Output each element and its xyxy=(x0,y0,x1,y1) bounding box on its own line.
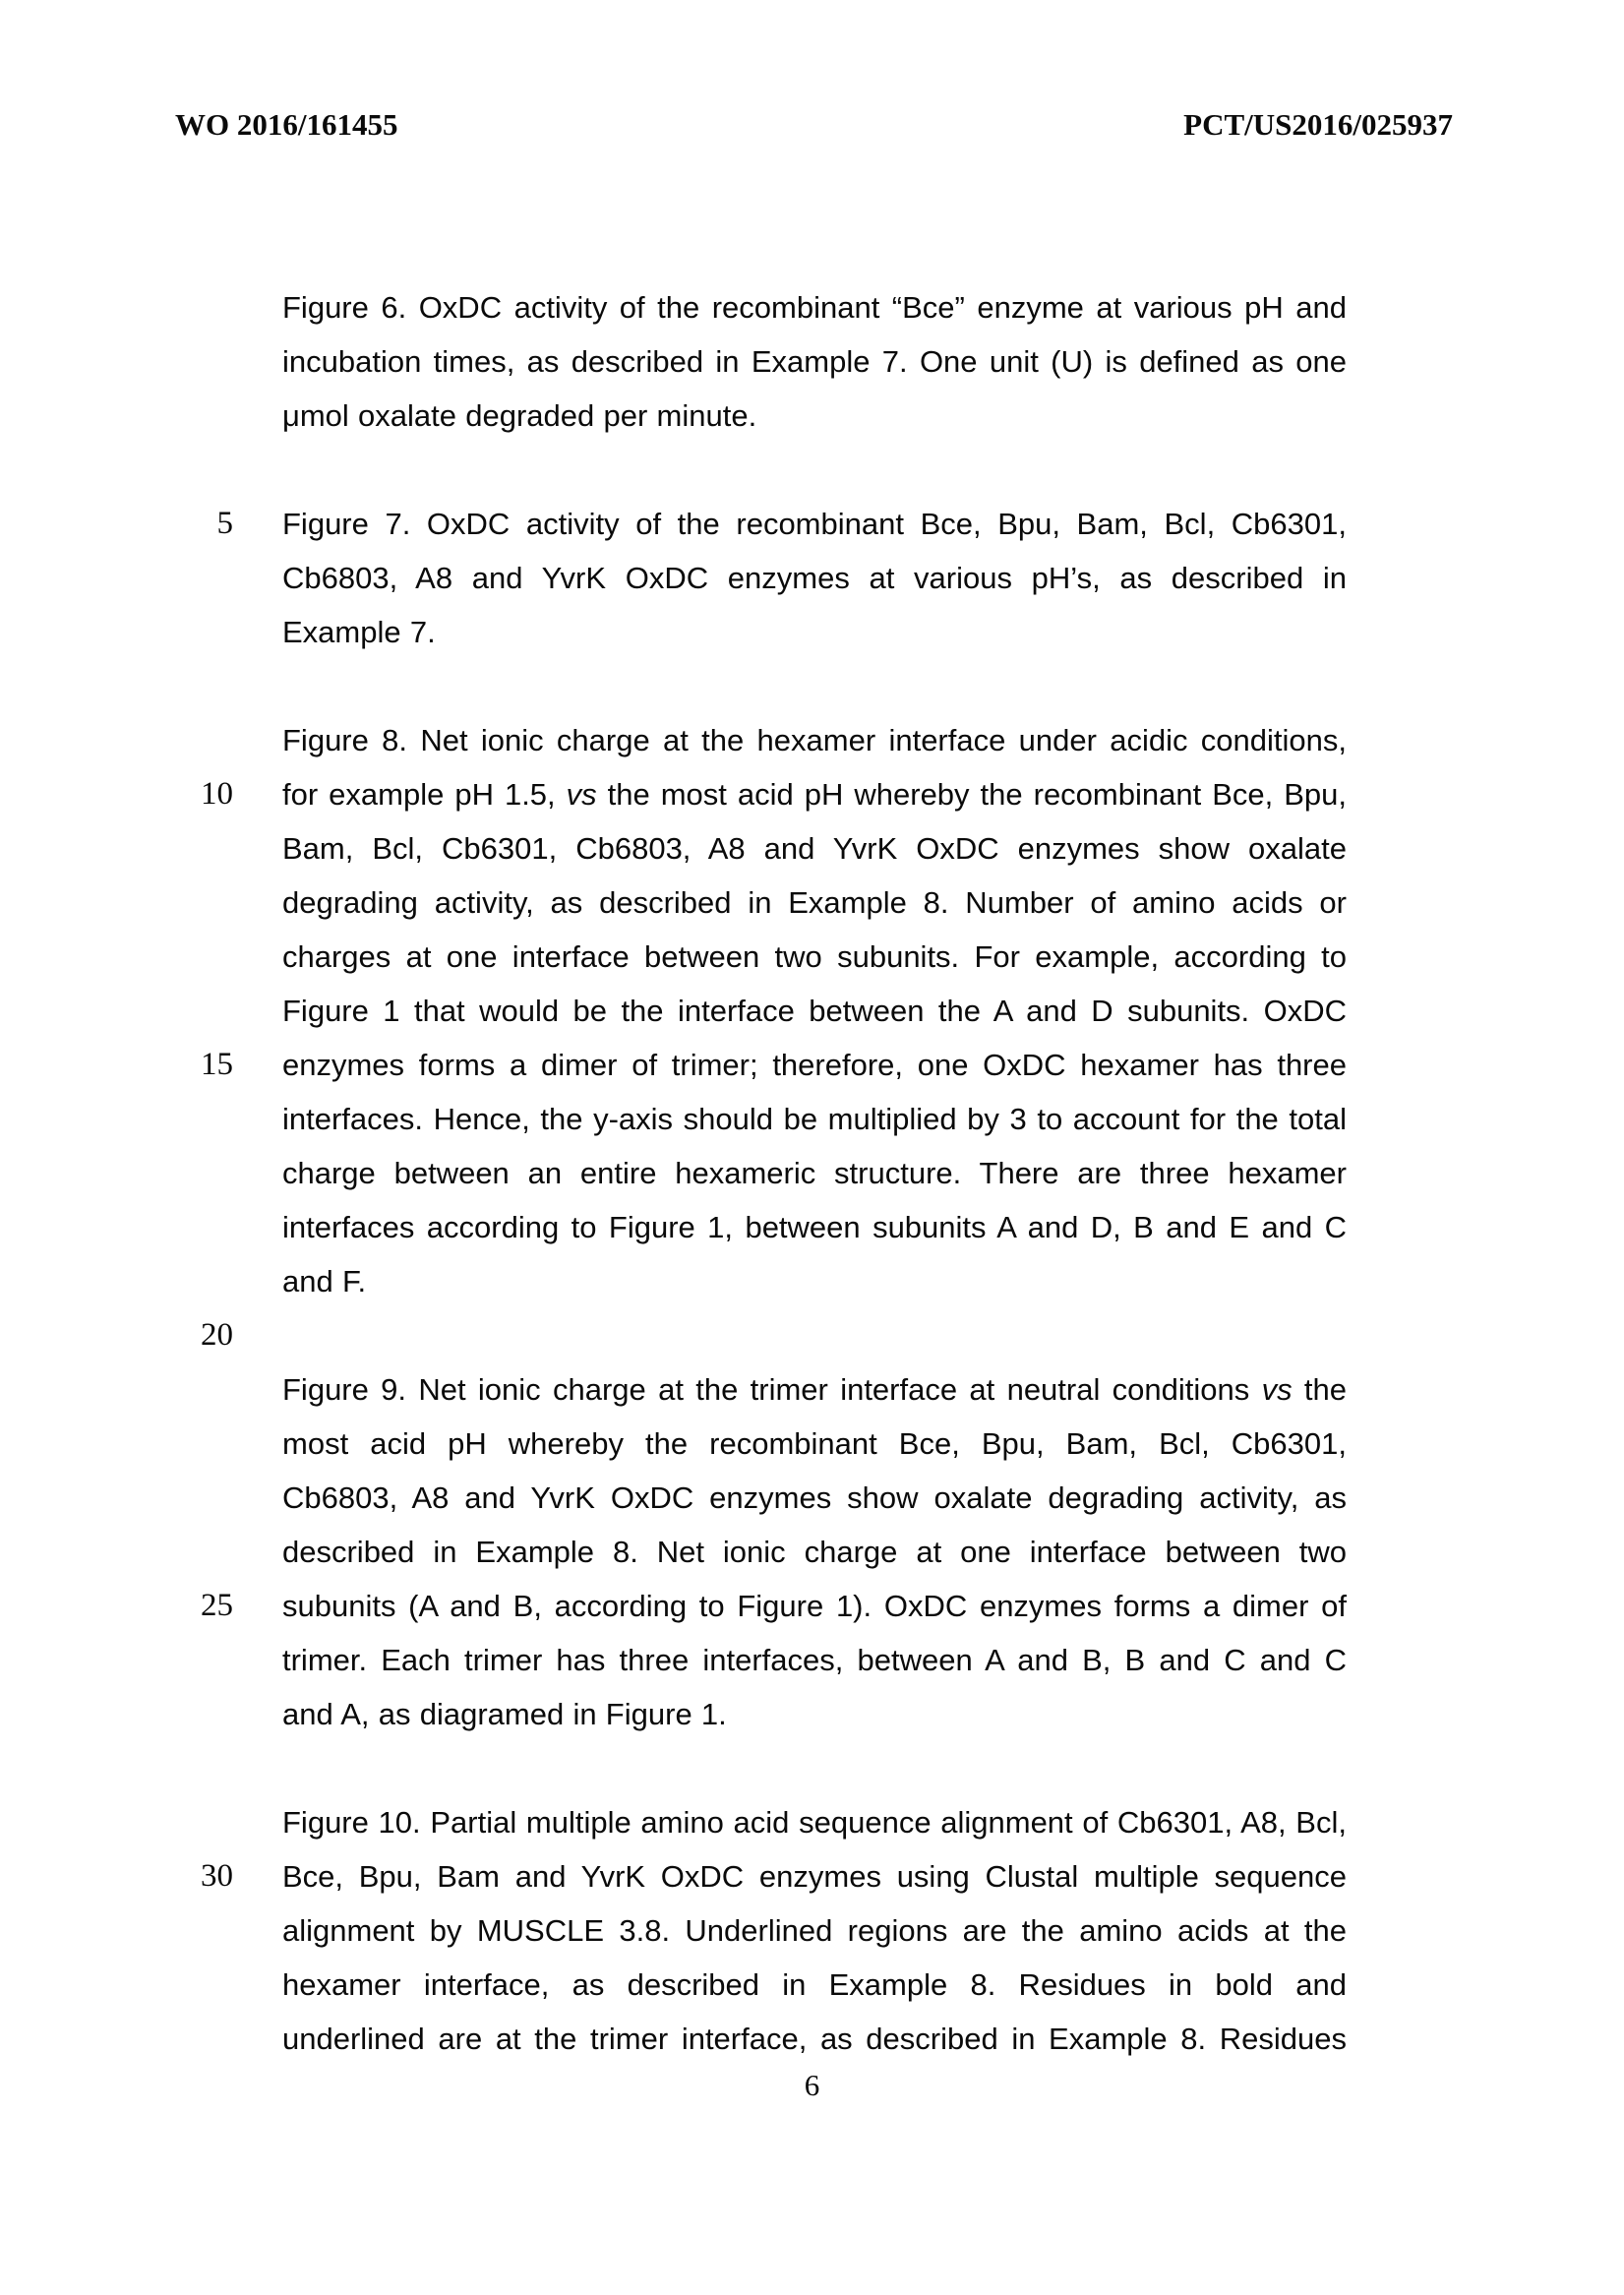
page-footer xyxy=(0,2066,1624,2105)
plain-text: most acid pH whereby the recombinant Bce, Bpu, Bam, Bcl, Cb6301, xyxy=(282,1426,1347,1461)
body-line xyxy=(0,1525,1624,1579)
body-line xyxy=(0,1958,1624,2012)
plain-text: Figure 8. Net ionic charge at the hexamer interface under acidic conditions, xyxy=(282,723,1347,757)
line-text xyxy=(282,1579,1347,1633)
plain-text: and F. xyxy=(282,1264,367,1298)
body-line xyxy=(0,713,1624,767)
body-line xyxy=(0,334,1624,389)
line-text xyxy=(282,1687,1347,1741)
italic-text: vs xyxy=(1261,1372,1293,1407)
plain-text: incubation times, as described in Example 7. One unit (U) is defined as one xyxy=(282,344,1347,379)
plain-text: degrading activity, as described in Example 8. Number of amino acids or xyxy=(282,885,1347,920)
body-line xyxy=(0,930,1624,984)
line-number: 15 xyxy=(201,1047,233,1082)
plain-text: the most acid pH whereby the recombinant Bce, Bpu, xyxy=(596,777,1347,812)
blank-line xyxy=(0,659,1624,713)
line-number: 25 xyxy=(201,1588,233,1623)
line-text xyxy=(282,1795,1347,1849)
line-text xyxy=(282,497,1347,551)
plain-text: enzymes forms a dimer of trimer; therefore, one OxDC hexamer has three xyxy=(282,1048,1347,1082)
body-line xyxy=(0,1362,1624,1417)
plain-text: Figure 7. OxDC activity of the recombinant Bce, Bpu, Bam, Bcl, Cb6301, xyxy=(282,507,1347,541)
line-text xyxy=(282,713,1347,767)
body-line xyxy=(0,1633,1624,1687)
plain-text: Example 7. xyxy=(282,615,436,649)
body-line xyxy=(0,1092,1624,1146)
publication-number: WO 2016/161455 xyxy=(175,107,398,142)
page-header xyxy=(0,107,1624,151)
line-text xyxy=(282,1903,1347,1958)
line-text xyxy=(282,767,1347,821)
body-line xyxy=(0,551,1624,605)
line-text xyxy=(282,1849,1347,1903)
plain-text: μmol oxalate degraded per minute. xyxy=(282,398,757,433)
plain-text: Figure 9. Net ionic charge at the trimer interface at neutral conditions xyxy=(282,1372,1262,1407)
line-text xyxy=(282,1525,1347,1579)
line-text xyxy=(282,930,1347,984)
plain-text: Figure 1 that would be the interface between the A and D subunits. OxDC xyxy=(282,994,1347,1028)
plain-text: interfaces according to Figure 1, between subunits A and D, B and E and C xyxy=(282,1210,1347,1244)
plain-text: Figure 6. OxDC activity of the recombinant “Bce” enzyme at various pH and xyxy=(282,290,1347,325)
body-line xyxy=(0,1471,1624,1525)
line-number: 20 xyxy=(201,1317,233,1353)
body-line xyxy=(0,1687,1624,1741)
page-number: 6 xyxy=(804,2068,820,2102)
plain-text: hexamer interface, as described in Example 8. Residues in bold and xyxy=(282,1967,1347,2002)
plain-text: described in Example 8. Net ionic charge at one interface between two xyxy=(282,1535,1347,1569)
line-number: 10 xyxy=(201,776,233,812)
line-text xyxy=(282,1254,1347,1308)
line-text xyxy=(282,1200,1347,1254)
blank-line xyxy=(0,443,1624,497)
plain-text: charges at one interface between two subunits. For example, according to xyxy=(282,939,1347,974)
line-text xyxy=(282,551,1347,605)
body-text xyxy=(0,280,1624,2066)
line-text xyxy=(282,280,1347,334)
italic-text: vs xyxy=(566,777,597,812)
line-text xyxy=(282,1958,1347,2012)
body-line xyxy=(0,605,1624,659)
plain-text: Figure 10. Partial multiple amino acid sequence alignment of Cb6301, A8, Bcl, xyxy=(282,1805,1347,1840)
plain-text: charge between an entire hexameric structure. There are three hexamer xyxy=(282,1156,1347,1190)
body-line xyxy=(0,1579,1624,1633)
plain-text: the xyxy=(1292,1372,1348,1407)
line-text xyxy=(282,1092,1347,1146)
plain-text: underlined are at the trimer interface, as described in Example 8. Residues xyxy=(282,2022,1347,2056)
line-text xyxy=(282,1417,1347,1471)
body-line xyxy=(0,497,1624,551)
body-line xyxy=(0,2012,1624,2066)
line-text xyxy=(282,1633,1347,1687)
body-line xyxy=(0,767,1624,821)
body-line xyxy=(0,1038,1624,1092)
body-line xyxy=(0,821,1624,876)
blank-line xyxy=(0,1741,1624,1795)
body-line xyxy=(0,1849,1624,1903)
plain-text: and A, as diagramed in Figure 1. xyxy=(282,1697,727,1731)
plain-text: subunits (A and B, according to Figure 1). OxDC enzymes forms a dimer of xyxy=(282,1589,1347,1623)
body-line xyxy=(0,1254,1624,1308)
body-line xyxy=(0,984,1624,1038)
body-line xyxy=(0,280,1624,334)
body-line xyxy=(0,1146,1624,1200)
line-text xyxy=(282,876,1347,930)
line-text xyxy=(282,1038,1347,1092)
line-text xyxy=(282,389,1347,443)
plain-text: Bam, Bcl, Cb6301, Cb6803, A8 and YvrK OxDC enzymes show oxalate xyxy=(282,831,1347,866)
body-line xyxy=(0,1417,1624,1471)
line-text xyxy=(282,2012,1347,2066)
plain-text: trimer. Each trimer has three interfaces, between A and B, B and C and C xyxy=(282,1643,1347,1677)
line-text xyxy=(282,334,1347,389)
line-number: 30 xyxy=(201,1858,233,1894)
line-number: 5 xyxy=(216,506,233,541)
plain-text: for example pH 1.5, xyxy=(282,777,567,812)
plain-text: alignment by MUSCLE 3.8. Underlined regions are the amino acids at the xyxy=(282,1913,1347,1948)
body-line xyxy=(0,1200,1624,1254)
line-text xyxy=(282,1471,1347,1525)
blank-line xyxy=(0,1308,1624,1362)
application-number: PCT/US2016/025937 xyxy=(1183,107,1453,142)
plain-text: Cb6803, A8 and YvrK OxDC enzymes show oxalate degrading activity, as xyxy=(282,1480,1347,1515)
plain-text: Bce, Bpu, Bam and YvrK OxDC enzymes using Clustal multiple sequence xyxy=(282,1859,1347,1894)
body-line xyxy=(0,1903,1624,1958)
plain-text: interfaces. Hence, the y-axis should be multiplied by 3 to account for the total xyxy=(282,1102,1347,1136)
body-line xyxy=(0,389,1624,443)
body-line xyxy=(0,876,1624,930)
line-text xyxy=(282,1362,1347,1417)
line-text xyxy=(282,821,1347,876)
body-line xyxy=(0,1795,1624,1849)
plain-text: Cb6803, A8 and YvrK OxDC enzymes at various pH’s, as described in xyxy=(282,561,1347,595)
line-text xyxy=(282,984,1347,1038)
line-text xyxy=(282,605,1347,659)
line-text xyxy=(282,1146,1347,1200)
